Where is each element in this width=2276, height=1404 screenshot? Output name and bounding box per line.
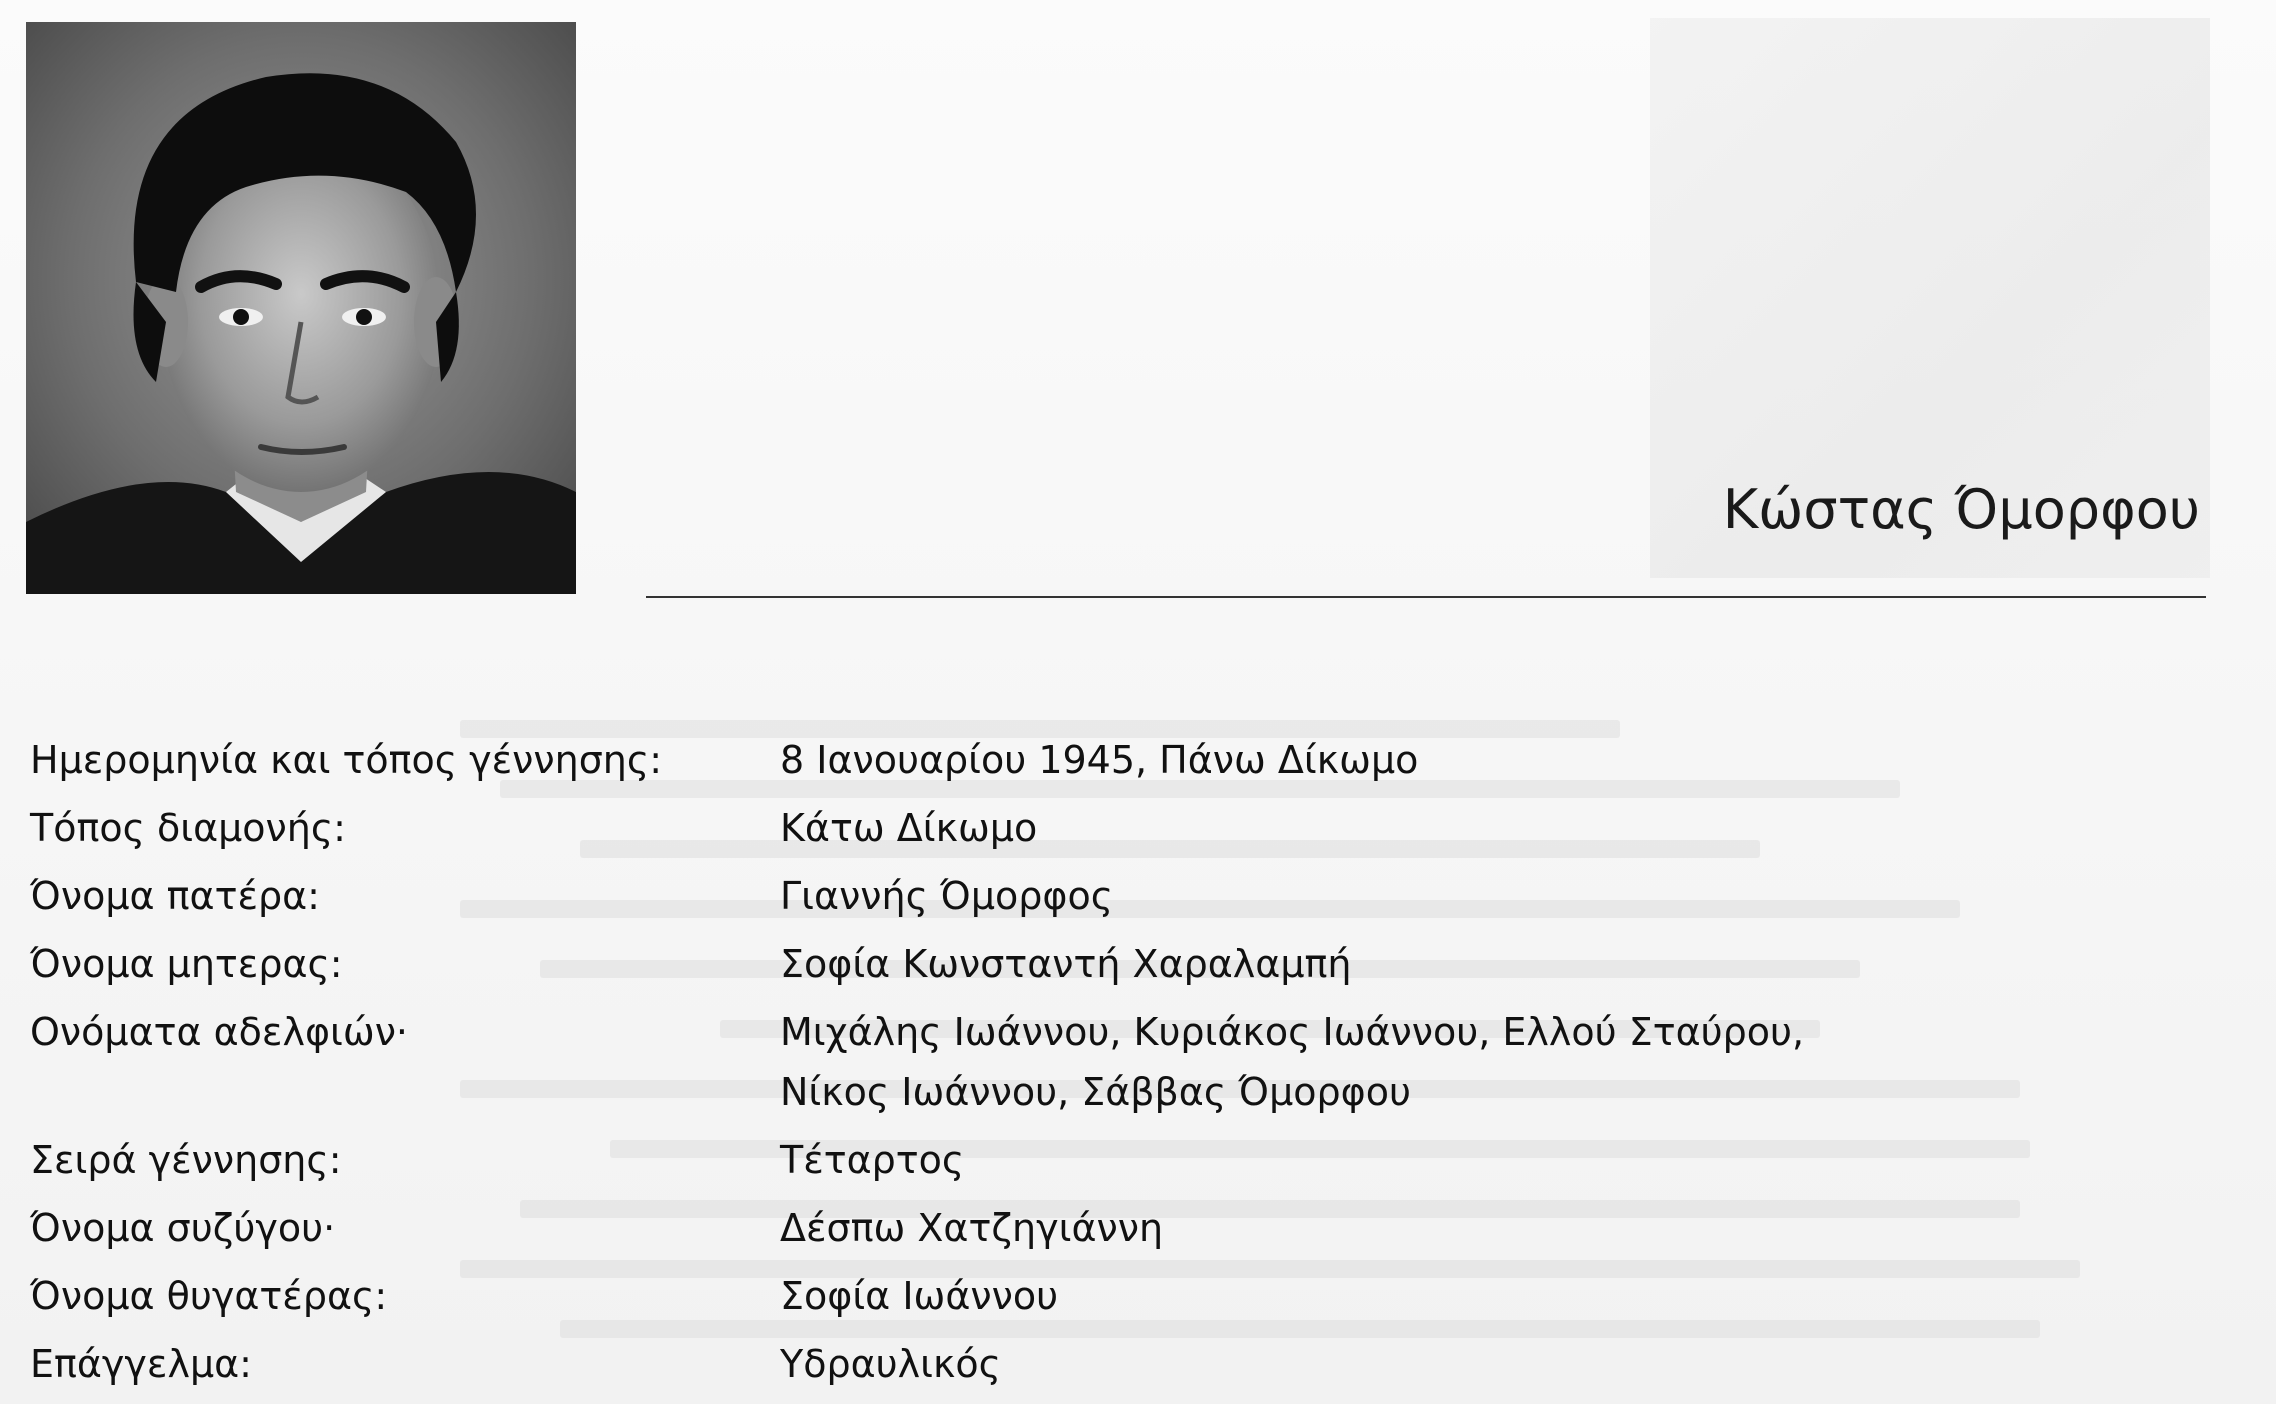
detail-row-spouse <box>30 1206 1980 1258</box>
detail-value <box>780 1002 1980 1122</box>
detail-label: Επάγγελμα: <box>30 1342 252 1386</box>
detail-value-line: Μιχάλης Ιωάννου, Κυριάκος Ιωάννου, Ελλού Σταύρου, <box>780 1010 1805 1054</box>
detail-value-line: Γιαννής Όμορφος <box>780 874 1114 918</box>
details-list <box>30 738 1980 1404</box>
person-name: Κώστας Όμορφου <box>1722 478 2200 541</box>
detail-value <box>780 1334 1980 1394</box>
detail-label: Όνομα θυγατέρας: <box>30 1274 388 1318</box>
name-divider-line <box>646 596 2206 598</box>
detail-row-father <box>30 874 1980 926</box>
detail-row-birth-order <box>30 1138 1980 1190</box>
detail-value <box>780 866 1980 926</box>
detail-row-mother <box>30 942 1980 994</box>
portrait-photo <box>26 22 576 594</box>
detail-value <box>780 798 1980 858</box>
detail-value-line: Σοφία Ιωάννου <box>780 1274 1059 1318</box>
detail-row-occupation <box>30 1342 1980 1394</box>
detail-value-line: Δέσπω Χατζηγιάννη <box>780 1206 1164 1250</box>
detail-value <box>780 730 1980 790</box>
detail-value-line: Κάτω Δίκωμο <box>780 806 1038 850</box>
detail-label: Όνομα πατέρα: <box>30 874 320 918</box>
detail-value-line: Νίκος Ιωάννου, Σάββας Όμορφου <box>780 1070 1411 1114</box>
detail-value <box>780 934 1980 994</box>
detail-value <box>780 1266 1980 1326</box>
detail-label: Τόπος διαμονής: <box>30 806 346 850</box>
detail-value-line: Σοφία Κωνσταντή Χαραλαμπή <box>780 942 1352 986</box>
detail-value <box>780 1130 1980 1190</box>
detail-value-line: 8 Ιανουαρίου 1945, Πάνω Δίκωμο <box>780 738 1419 782</box>
detail-row-residence <box>30 806 1980 858</box>
detail-row-birth <box>30 738 1980 790</box>
detail-value-line: Υδραυλικός <box>780 1342 1001 1386</box>
detail-label: Σειρά γέννησης: <box>30 1138 342 1182</box>
detail-label: Ημερομηνία και τόπος γέννησης: <box>30 738 662 782</box>
detail-label: Όνομα συζύγου· <box>30 1206 336 1250</box>
detail-value <box>780 1198 1980 1258</box>
detail-value-line: Τέταρτος <box>780 1138 965 1182</box>
detail-label: Ονόματα αδελφιών· <box>30 1010 408 1054</box>
detail-row-daughter <box>30 1274 1980 1326</box>
detail-label: Όνομα μητερας: <box>30 942 343 986</box>
detail-row-siblings <box>30 1010 1980 1122</box>
